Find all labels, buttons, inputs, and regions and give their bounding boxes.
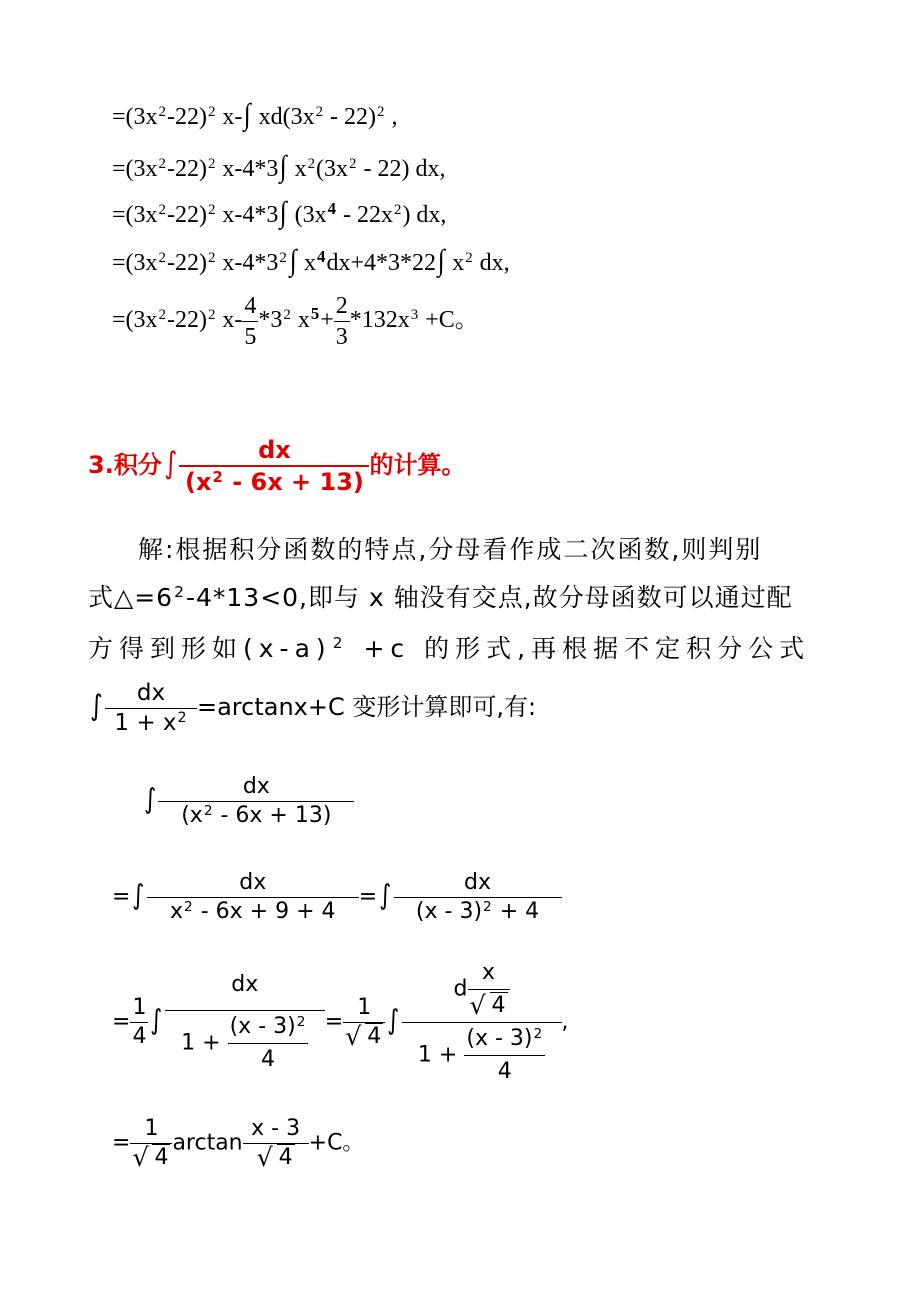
solution-line-3: 方得到形如$(x-a)^2 +c$ 的形式,再根据不定积分公式 [88,634,811,663]
step-4-arctan-argument: x - 3 √ 4 [243,1118,309,1169]
step-3-inner-fraction-b: $\frac{(x - 3)^2}{4}$ [464,1028,545,1083]
sqrt-4: √ 4 [345,1022,382,1051]
integral-sign: ∫ [144,782,157,815]
step-3-fraction-a: dx 1 + $\frac{(x - 3)^2}{4}$ [165,974,325,1071]
integral-sign: ∫ [387,1003,400,1036]
step-1 [142,776,354,827]
step-2: =∫ $\frac{dx}{x^2 - 6x + 9 + 4}$ =∫ $\frac{dx}{(x - 3)^2 + 4}$ [112,872,562,923]
formula-line-arctan: ∫ $\frac{dx}{1 + x^2}$ =arctanx+C 变形计算即可,有: [90,680,537,736]
step-3-fraction-b: d x √ 4 1 + $\frac{(x - 3)^2}{4}$ [402,962,562,1083]
heading-fraction: $\frac{dx}{(x^2 - 6x + 13)}$ [179,438,369,494]
solution-paragraph [88,526,832,676]
derivation-line-1: $=(3x^2-22)^2$ x-∫ $xd(3x^2 - 22)^2$ , [112,98,398,131]
derivation-line-4: $=(3x^2-22)^2$ $x-4*3^2\int$ $x^4dx+4*3*22\int$ $x^2$ dx, [112,244,510,277]
x-over-sqrt4: x √ 4 [468,962,510,1017]
step-2-fraction-b: $\frac{dx}{(x - 3)^2 + 4}$ [394,872,562,923]
step-3-inner-fraction-a: $\frac{(x - 3)^2}{4}$ [228,1016,309,1071]
integral-sign: ∫ [244,98,251,131]
integral-sign: ∫ [150,1003,163,1036]
solution-line-1: 解:根据积分函数的特点,分母看作成二次函数,则判别 [138,535,763,564]
integral-sign: ∫ [280,196,287,229]
derivation-line-3: $=(3x^2-22)^2$ x-4*3∫ $(3x^4 - 22x^2)$ dx, [112,196,447,229]
integral-sign: ∫ [132,878,145,911]
derivation-line-2: $=(3x^2-22)^2$ x-4*3∫ $x^2(3x^2 - 22)$ dx, [112,150,446,183]
step-1-fraction: $\frac{dx}{(x^2 - 6x + 13)}$ [158,776,354,827]
step-3-coef-inv-sqrt4: 1 √ 4 [343,997,385,1048]
step-4: = 1 √ 4 arctan x - 3 √ 4 +C。 [112,1116,365,1172]
integral-sign: ∫ [379,878,392,911]
section-heading: 3.积分∫ $\frac{dx}{(x^2 - 6x + 13)}$ 的计算。 [88,436,466,496]
integral-sign: ∫ [280,150,287,183]
step-4-coef-inv-sqrt4: 1 √ 4 [130,1118,172,1169]
fraction-four-fifths: $\frac{4}{5}$ [244,293,257,350]
step-3: = $\frac{1}{4}$ ∫ dx 1 + $\frac{(x - 3)^2}{4}$ = 1 √ 4 ∫ d x √ 4 1 + $\frac{(x - 3)^2}{4}$ , [112,960,569,1084]
derivation-line-5: $=(3x^2-22)^2$ x- $\frac{4}{5}$ $*3^2$ $x^5+$ $\frac{2}{3}$ $*132x^3 +C$。 [112,293,479,350]
integral-sign: ∫ [289,244,297,277]
integral-sign: ∫ [437,244,445,277]
integral-sign: ∫ [90,688,103,722]
sqrt-4: √ 4 [469,991,506,1020]
fraction-one-plus-x-squared: $\frac{dx}{1 + x^2}$ [105,682,197,735]
sqrt-4: √ 4 [132,1143,169,1172]
solution-line-2: 式$\triangle=6^2-4*13<0$,即与 x 轴没有交点,故分母函数可以通过配 [88,583,793,612]
fraction-two-thirds: $\frac{2}{3}$ [335,293,348,350]
step-2-fraction-a: $\frac{dx}{x^2 - 6x + 9 + 4}$ [147,872,359,923]
integral-sign: ∫ [164,446,178,481]
step-3-coef-quarter: $\frac{1}{4}$ [132,995,147,1049]
sqrt-4: √ 4 [256,1143,293,1172]
